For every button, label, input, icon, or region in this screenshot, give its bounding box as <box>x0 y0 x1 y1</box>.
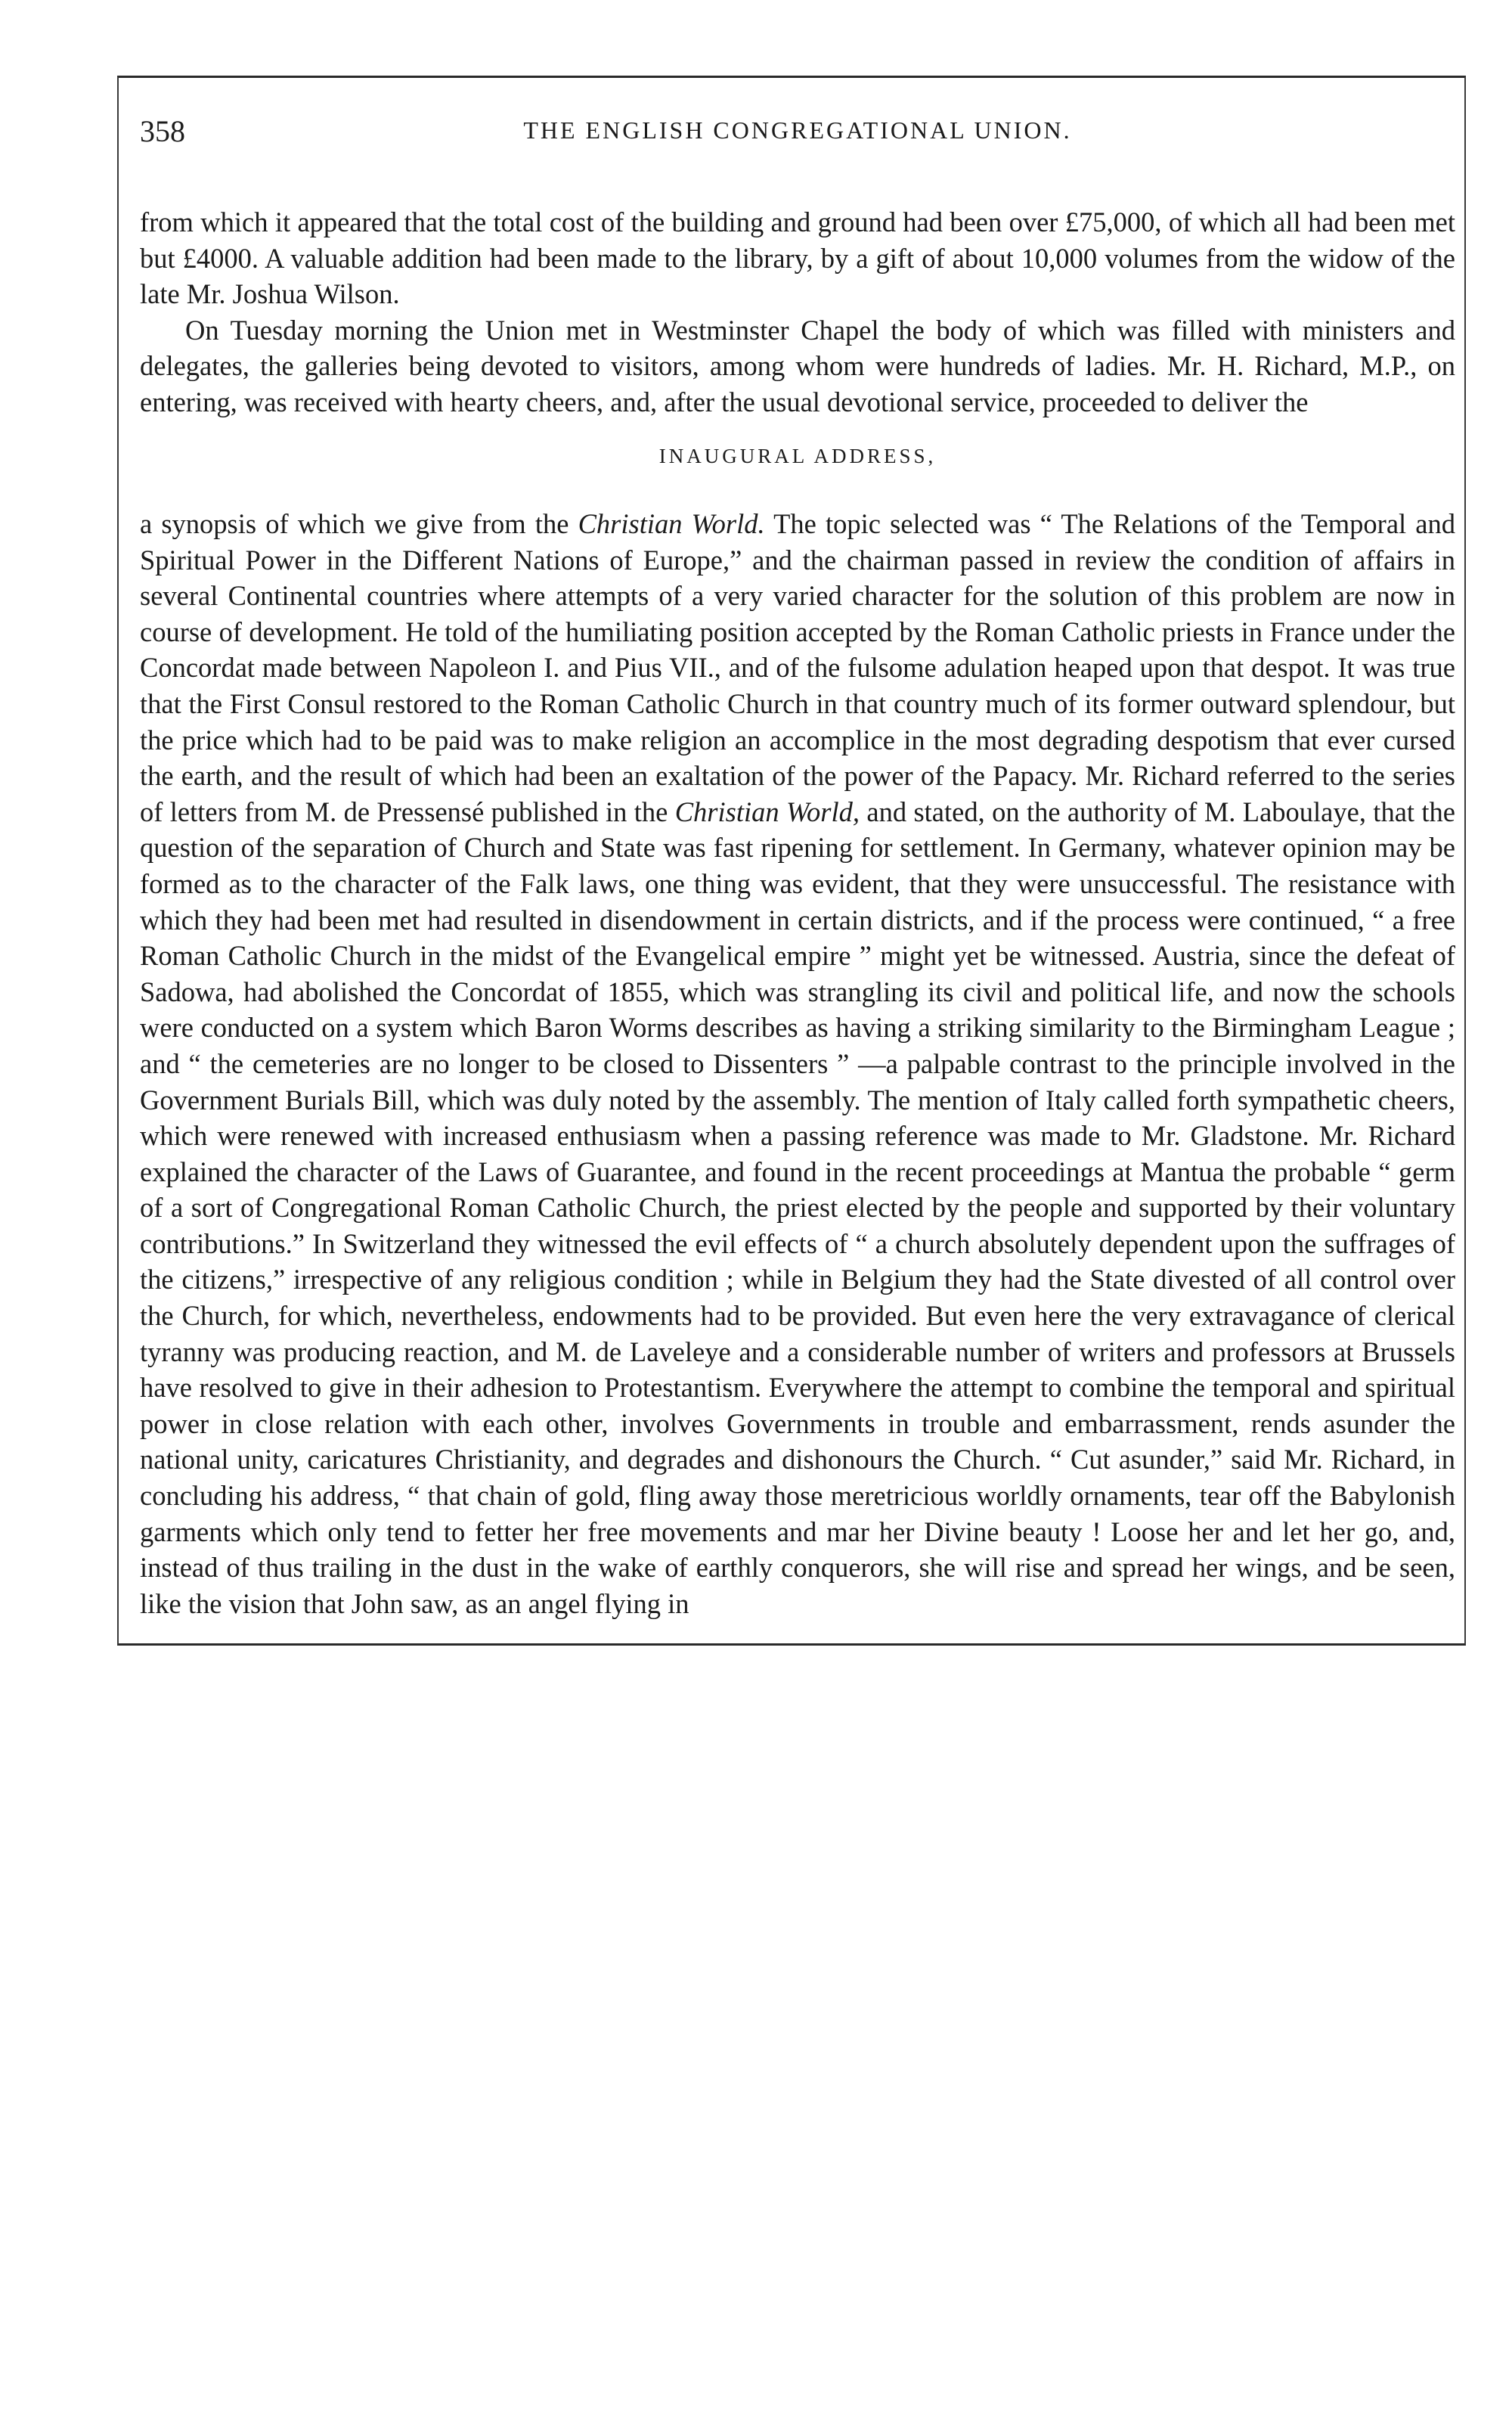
article-body <box>140 204 1455 1621</box>
publication-title: Christian World, <box>674 796 860 827</box>
text-run: and stated, on the authority of M. Laboulaye, that the question of the separation of Church and State was fast ripening for settlement. In Germany, whatever opinion may be formed as to the character of the Falk laws, one thing was evident, that they were unsuccessful. The resistance with which they had been met had resulted in disendowment in certain districts, and if the process were continued, “ a free Roman Catholic Church in the midst of the Evangelical empire ” might yet be witnessed. Austria, since the defeat of Sadowa, had abolished the Concordat of 1855, which was strangling its civil and political life, and now the schools were conducted on a system which Baron Worms describes as having a striking similarity to the Birmingham League ; and “ the cemeteries are no longer to be closed to Dissenters ” —a palpable contrast to the principle involved in the Government Burials Bill, which was duly noted by the assembly. The mention of Italy called forth sympathetic cheers, which were renewed with increased enthusiasm when a passing reference was made to Mr. Gladstone. Mr. Richard explained the character of the Laws of Guarantee, and found in the recent proceedings at Mantua the probable “ germ of a sort of Congregational Roman Catholic Church, the priest elected by the people and supported by their voluntary contributions.” In Switzerland they witnessed the evil effects of “ a church absolutely dependent upon the suffrages of the citizens,” irrespective of any religious condition ; while in Belgium they had the State divested of all control over the Church, for which, nevertheless, endowments had to be provided. But even here the very extravagance of clerical tyranny was producing reaction, and M. de Laveleye and a considerable number of writers and professors at Brussels have resolved to give in their adhesion to Protestantism. Everywhere the attempt to combine the temporal and spiritual power in close relation with each other, involves Governments in trouble and embarrassment, rends asunder the national unity, caricatures Christianity, and degrades and dishonours the Church. “ Cut asunder,” said Mr. Richard, in concluding his address, “ that chain of gold, fling away those meretricious worldly ornaments, tear off the Babylonish garments which only tend to fetter her free movements and mar her Divine beauty ! Loose her and let her go, and, instead of thus trailing in the dust in the wake of earthly conquerors, she will rise and spread her wings, and be seen, like the vision that John saw, as an angel flying in <box>140 796 1455 1619</box>
paragraph-continuation: from which it appeared that the total cost of the building and ground had been over £75,000, of which all had been met but £4000. A valuable addition had been made to the library, by a gift of about 10,000 volumes from the widow of the late Mr. Joshua Wilson. <box>140 206 1455 309</box>
running-title: THE ENGLISH CONGREGATIONAL UNION. <box>523 116 1072 144</box>
text-run: The topic selected was “ The Relations of the Temporal and Spiritual Power in the Different Nations of Europe,” and the chairman passed in review the condition of affairs in several Continental countries where attempts of a very varied character for the solution of this problem are now in course of development. He told of the humiliating position accepted by the Roman Catholic priests in France under the Concordat made between Napoleon I. and Pius VII., and of the fulsome adulation heaped upon that despot. It was true that the First Consul restored to the Roman Catholic Church in that country much of its former outward splendour, but the price which had to be paid was to make religion an accomplice in the most degrading despotism that ever cursed the earth, and the result of which had been an exaltation of the power of the Papacy. Mr. Richard referred to the series of letters from M. de Pressensé published in the <box>140 508 1456 827</box>
paragraph-address-synopsis <box>140 506 1455 1621</box>
paragraph-tuesday-meeting: On Tuesday morning the Union met in Westminster Chapel the body of which was filled with ministers and delegates, the galleries being devoted to visitors, among whom were hundreds of ladies. Mr. H. Richard, M.P., on entering, was received with hearty cheers, and, after the usual devotional service, proceeded to deliver the <box>140 314 1455 417</box>
publication-title: Christian World. <box>578 508 765 539</box>
running-head <box>140 113 1455 166</box>
page-number: 358 <box>140 114 185 148</box>
text-run: a synopsis of which we give from the <box>140 508 578 539</box>
section-heading: INAUGURAL ADDRESS, <box>658 445 937 467</box>
